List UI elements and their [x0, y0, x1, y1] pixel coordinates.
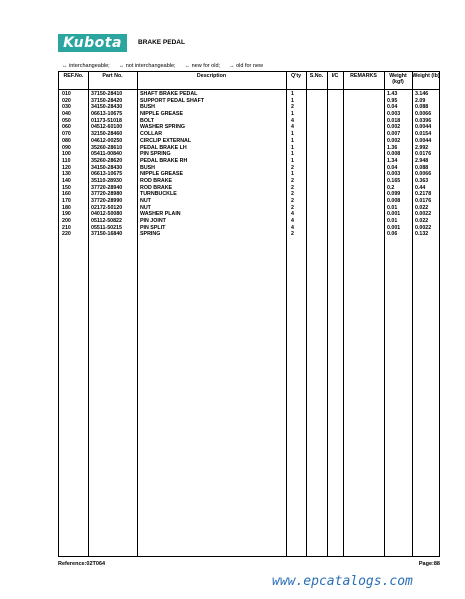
cell-lb: 0.0044 — [415, 124, 432, 131]
table-row — [59, 111, 439, 118]
cell-desc: PIN SPLIT — [140, 224, 166, 231]
cell-desc: PIN SPRING — [140, 151, 171, 158]
cell-ref: 210 — [62, 224, 71, 231]
cell-part: 35260-28610 — [91, 144, 123, 151]
cell-ref: 140 — [62, 177, 71, 184]
cell-lb: 0.44 — [415, 184, 426, 191]
legend-new-for-old: ← new for old; — [184, 63, 221, 69]
header-part-no: Part No. — [102, 73, 123, 79]
cell-kgf: 0.04 — [387, 164, 398, 171]
cell-lb: 0.0176 — [415, 198, 432, 204]
cell-qty: 2 — [291, 231, 294, 238]
cell-ref: 020 — [62, 97, 71, 104]
cell-desc: PIN JOINT — [140, 218, 166, 225]
cell-part: 35110-28930 — [91, 177, 122, 184]
cell-qty: 2 — [291, 184, 294, 191]
cell-ref: 060 — [62, 124, 71, 131]
cell-desc: SUPPORT PEDAL SHAFT — [140, 97, 205, 104]
cell-ref: 190 — [62, 211, 71, 218]
cell-part: 05411-00840 — [91, 151, 122, 158]
cell-ref: 090 — [62, 144, 71, 151]
table-row — [59, 171, 439, 178]
cell-qty: 2 — [291, 164, 294, 171]
cell-desc: NIPPLE GREASE — [140, 111, 183, 118]
cell-lb: 2.09 — [415, 97, 426, 104]
cell-ref: 120 — [62, 164, 71, 171]
cell-qty: 2 — [291, 198, 294, 204]
cell-part: 06613-10675 — [91, 111, 123, 118]
cell-ref: 180 — [62, 204, 71, 211]
watermark: www.epcatalogs.com — [272, 574, 413, 589]
legend-interchangeable: ↔ interchangeable; — [62, 63, 110, 69]
cell-lb: 0.0022 — [415, 211, 432, 218]
cell-part: 37720-28980 — [91, 191, 123, 198]
cell-kgf: 0.01 — [387, 218, 398, 225]
cell-ref: 160 — [62, 191, 71, 198]
cell-qty: 1 — [291, 144, 294, 151]
cell-kgf: 0.018 — [387, 117, 401, 124]
header-ic: I/C — [331, 73, 339, 79]
table-row — [59, 225, 439, 232]
cell-desc: WASHER PLAIN — [140, 211, 181, 218]
cell-kgf: 0.04 — [387, 104, 398, 111]
header-weight-kgf: Weight (kgf) — [389, 73, 407, 85]
table-row — [59, 205, 439, 212]
header-serial-no: S.No. — [309, 73, 324, 79]
cell-lb: 0.0066 — [415, 111, 432, 118]
cell-part: 04612-00250 — [91, 137, 123, 144]
table-row — [59, 185, 439, 192]
cell-lb: 0.088 — [415, 104, 429, 111]
cell-desc: BUSH — [140, 104, 156, 111]
cell-part: 37150-28410 — [91, 91, 123, 97]
cell-ref: 130 — [62, 171, 71, 178]
cell-part: 37150-28420 — [91, 97, 123, 104]
legend — [62, 63, 263, 69]
cell-ref: 010 — [62, 91, 71, 97]
cell-qty: 4 — [291, 124, 294, 131]
cell-qty: 1 — [291, 171, 294, 178]
table-row — [59, 211, 439, 218]
cell-desc: BUSH — [140, 164, 156, 171]
cell-part: 05112-50822 — [91, 218, 122, 225]
table-row — [59, 104, 439, 111]
cell-desc: BOLT — [140, 117, 155, 124]
table-row — [59, 131, 439, 138]
table-row — [59, 98, 439, 105]
header-qty: Q'ty — [290, 73, 302, 79]
cell-qty: 1 — [291, 157, 294, 164]
cell-lb: 0.022 — [415, 218, 429, 225]
cell-ref: 030 — [62, 104, 71, 111]
cell-kgf: 0.001 — [387, 224, 401, 231]
cell-kgf: 1.34 — [387, 157, 398, 164]
cell-desc: COLLAR — [140, 131, 163, 138]
cell-ref: 200 — [62, 218, 71, 225]
cell-kgf: 0.002 — [387, 124, 401, 131]
table-row — [59, 191, 439, 198]
cell-ref: 110 — [62, 157, 71, 164]
cell-qty: 1 — [291, 131, 294, 138]
cell-desc: NIPPLE GREASE — [140, 171, 183, 178]
table-row — [59, 178, 439, 185]
cell-qty: 4 — [291, 224, 294, 231]
cell-part: 34150-28430 — [91, 164, 123, 171]
cell-kgf: 0.001 — [387, 211, 401, 218]
cell-lb: 0.088 — [415, 164, 429, 171]
cell-desc: NUT — [140, 198, 151, 204]
cell-qty: 4 — [291, 211, 294, 218]
parts-table — [58, 71, 440, 557]
cell-desc: NUT — [140, 204, 151, 211]
cell-qty: 1 — [291, 137, 294, 144]
cell-part: 01173-51018 — [91, 117, 122, 124]
header-rule — [59, 89, 439, 90]
cell-part: 32150-28460 — [91, 131, 123, 138]
cell-qty: 2 — [291, 191, 294, 198]
cell-qty: 2 — [291, 104, 294, 111]
cell-lb: 0.132 — [415, 231, 429, 238]
cell-ref: 170 — [62, 198, 71, 204]
cell-lb: 0.2178 — [415, 191, 432, 198]
cell-kgf: 1.36 — [387, 144, 398, 151]
cell-lb: 0.0176 — [415, 151, 432, 158]
cell-kgf: 0.008 — [387, 151, 401, 158]
cell-ref: 220 — [62, 231, 71, 238]
kubota-logo: Kubota — [58, 34, 127, 52]
cell-desc: CIRCLIP EXTERNAL — [140, 137, 192, 144]
cell-qty: 4 — [291, 117, 294, 124]
cell-kgf: 0.2 — [387, 184, 395, 191]
cell-part: 06613-10675 — [91, 171, 123, 178]
legend-not-interchangeable: ↔ not interchangeable; — [118, 63, 176, 69]
cell-qty: 1 — [291, 91, 294, 97]
cell-desc: SPRING — [140, 231, 161, 238]
cell-kgf: 1.43 — [387, 91, 398, 97]
cell-ref: 100 — [62, 151, 71, 158]
cell-kgf: 0.002 — [387, 137, 401, 144]
cell-kgf: 0.003 — [387, 111, 401, 118]
reference-label: Reference:02T064 — [58, 561, 106, 567]
header-remarks: REMARKS — [350, 73, 377, 79]
cell-kgf: 0.008 — [387, 198, 401, 204]
cell-qty: 1 — [291, 151, 294, 158]
cell-qty: 2 — [291, 177, 294, 184]
cell-kgf: 0.165 — [387, 177, 401, 184]
cell-desc: ROD BRAKE — [140, 177, 173, 184]
cell-qty: 2 — [291, 204, 294, 211]
cell-lb: 2.992 — [415, 144, 429, 151]
table-row — [59, 138, 439, 145]
table-row — [59, 118, 439, 125]
table-row — [59, 151, 439, 158]
table-row — [59, 165, 439, 172]
cell-kgf: 0.01 — [387, 204, 398, 211]
cell-part: 35260-28620 — [91, 157, 123, 164]
cell-desc: WASHER SPRING — [140, 124, 186, 131]
cell-lb: 0.0022 — [415, 224, 432, 231]
table-row — [59, 231, 439, 238]
cell-desc: PEDAL BRAKE LH — [140, 144, 187, 151]
table-row — [59, 91, 439, 98]
cell-lb: 0.363 — [415, 177, 429, 184]
cell-part: 02172-50120 — [91, 204, 123, 211]
cell-kgf: 0.95 — [387, 97, 398, 104]
cell-kgf: 0.007 — [387, 131, 401, 138]
cell-part: 37720-28940 — [91, 184, 123, 191]
page-number: Page:88 — [418, 561, 440, 567]
page-title: BRAKE PEDAL — [138, 39, 185, 46]
cell-part: 04012-50080 — [91, 211, 123, 218]
table-row — [59, 124, 439, 131]
table-row — [59, 145, 439, 152]
cell-lb: 2.948 — [415, 157, 429, 164]
cell-part: 37150-16840 — [91, 231, 123, 238]
cell-ref: 050 — [62, 117, 71, 124]
cell-desc: SHAFT BRAKE PEDAL — [140, 91, 198, 97]
cell-desc: TURNBUCKLE — [140, 191, 177, 198]
cell-lb: 0.0044 — [415, 137, 432, 144]
cell-ref: 080 — [62, 137, 71, 144]
cell-qty: 4 — [291, 218, 294, 225]
header-weight-lb: Weight (lb) — [412, 73, 440, 79]
cell-kgf: 0.06 — [387, 231, 398, 238]
table-row — [59, 218, 439, 225]
cell-part: 34150-28430 — [91, 104, 123, 111]
cell-desc: ROD BRAKE — [140, 184, 173, 191]
legend-old-for-new: → old for new — [229, 63, 263, 69]
cell-part: 04512-60100 — [91, 124, 123, 131]
cell-kgf: 0.099 — [387, 191, 401, 198]
cell-lb: 0.0066 — [415, 171, 432, 178]
cell-qty: 1 — [291, 97, 294, 104]
table-row — [59, 158, 439, 165]
header-ref-no: REF.No. — [63, 73, 84, 79]
cell-qty: 1 — [291, 111, 294, 118]
cell-part: 37720-28990 — [91, 198, 123, 204]
cell-ref: 150 — [62, 184, 71, 191]
header-description: Description — [196, 73, 227, 79]
cell-lb: 0.022 — [415, 204, 429, 211]
cell-kgf: 0.003 — [387, 171, 401, 178]
cell-lb: 0.0396 — [415, 117, 432, 124]
cell-desc: PEDAL BRAKE RH — [140, 157, 188, 164]
cell-part: 05511-50215 — [91, 224, 122, 231]
table-body — [59, 91, 439, 238]
table-row — [59, 198, 439, 205]
cell-ref: 070 — [62, 131, 71, 138]
cell-ref: 040 — [62, 111, 71, 118]
cell-lb: 3.146 — [415, 91, 429, 97]
cell-lb: 0.0154 — [415, 131, 432, 138]
